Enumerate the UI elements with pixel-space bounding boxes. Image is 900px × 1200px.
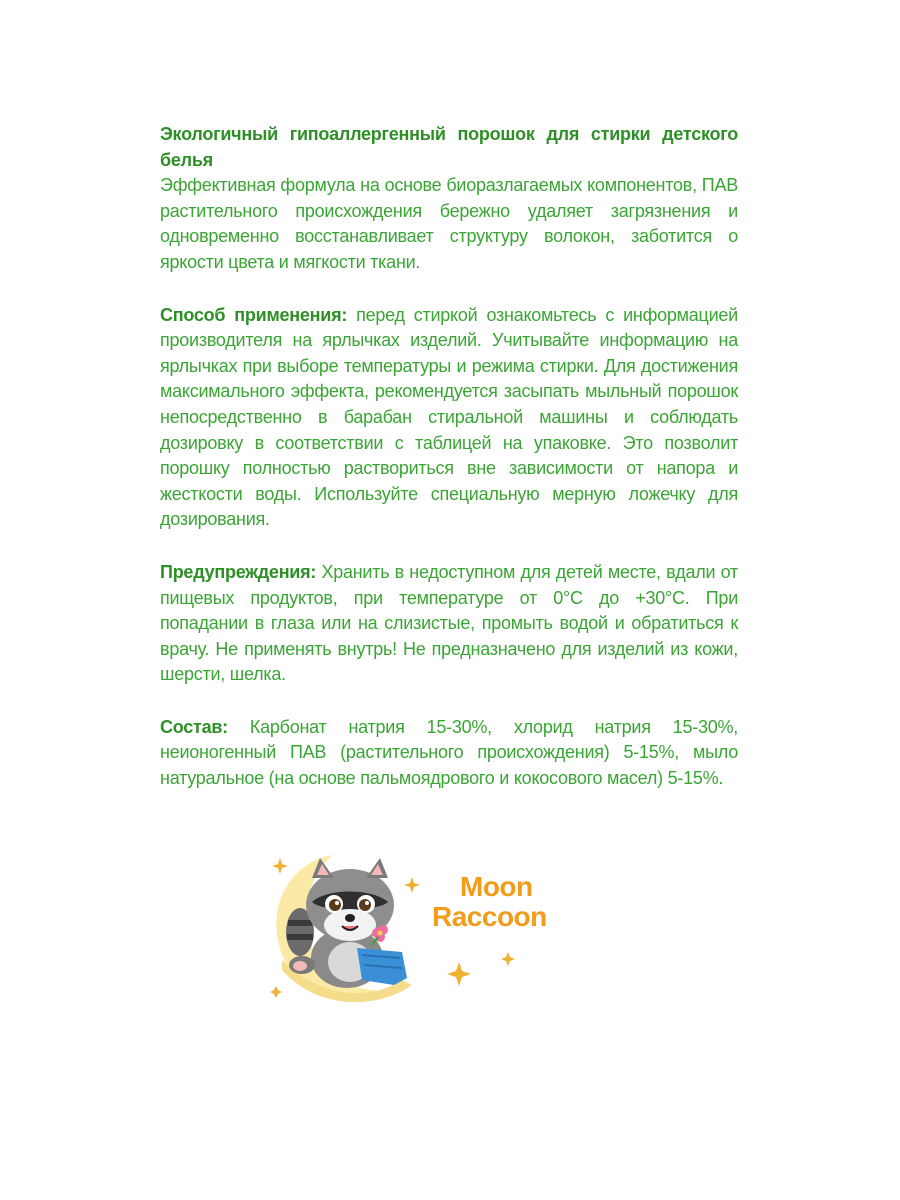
composition-section — [160, 715, 738, 792]
intro-section — [160, 122, 738, 276]
logo-word-raccoon: Raccoon — [432, 901, 547, 932]
warnings-label: Предупреждения: — [160, 561, 317, 582]
composition-label: Состав: — [160, 716, 228, 737]
usage-label: Способ применения: — [160, 304, 348, 325]
composition-text: Карбонат натрия 15-30%, хлорид натрия 15-30%, неионогенный ПАВ (растительного происхождения) 5-15%, мыло натуральное (на основе пальмоядрового и кокосового масел) 5-15%. — [160, 716, 738, 789]
usage-text: перед стиркой ознакомьтесь с информацией производителя на ярлычках изделий. Учитывайте информацию на ярлычках при выборе температуры и режима стирки. Для достижения максимального эффекта, рекомендуется засыпать мыльный порошок непосредственно в барабан стиральной машины и соблюдать дозировку в соответствии с таблицей на упаковке. Это позволит порошку полностью раствориться вне зависимости от напора и жесткости воды. Используйте специальную мерную ложечку для дозирования. — [160, 304, 738, 530]
intro-text: Эффективная формула на основе биоразлагаемых компонентов, ПАВ растительного происхождения бережно удаляет загрязнения и одновременно восстанавливает структуру волокон, заботится о яркости цвета и мягкости ткани. — [160, 175, 738, 272]
product-description — [160, 122, 738, 819]
logo-word-moon: Moon — [460, 871, 533, 902]
warnings-text: Хранить в недоступном для детей месте, вдали от пищевых продуктов, при температуре от 0°С до +30°С. При попадании в глаза или на слизистые, промыть водой и обратиться к врачу. Не применять внутрь! Не предназначено для изделий из кожи, шерсти, шелка. — [160, 561, 738, 685]
product-title: Экологичный гипоаллергенный порошок для стирки детского белья — [160, 124, 738, 170]
brand-logo — [432, 872, 547, 932]
usage-section — [160, 303, 738, 533]
warnings-section — [160, 560, 738, 688]
